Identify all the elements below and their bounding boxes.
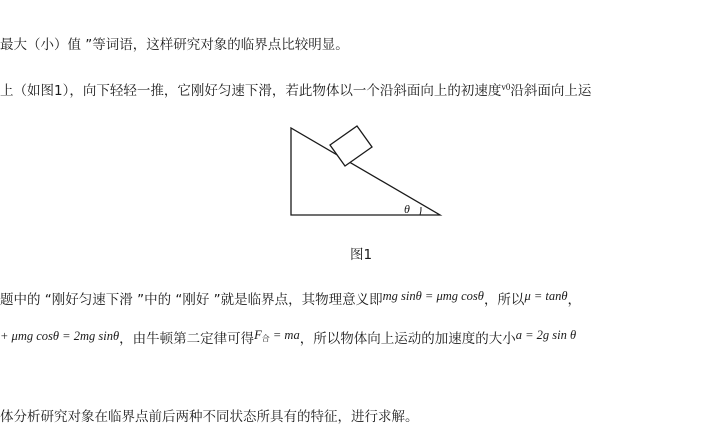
line-3-mid: ，所以 bbox=[483, 292, 525, 308]
incline-figure bbox=[285, 118, 445, 222]
text-line-2 bbox=[0, 77, 591, 101]
text-line-1 bbox=[0, 35, 349, 55]
angle-arc bbox=[420, 207, 421, 215]
line-2-text: 上（如图1），向下轻轻一推，它刚好匀速下滑，若此物体以一个沿斜面向上的初速度 bbox=[0, 83, 502, 99]
net-force-symbol: F bbox=[254, 328, 262, 342]
equilibrium-equation: mg sinθ = μmg cosθ bbox=[382, 289, 484, 303]
angle-label: θ bbox=[404, 202, 410, 216]
initial-velocity-symbol: v0 bbox=[501, 82, 511, 92]
line-4-mid-2: ，所以物体向上运动的加速度的大小 bbox=[299, 331, 516, 347]
friction-coefficient-equation: μ = tanθ bbox=[524, 289, 568, 303]
net-force-subscript: 合 bbox=[261, 334, 270, 343]
net-force-rest: = ma bbox=[269, 328, 300, 342]
figure-caption: 图1 bbox=[350, 247, 373, 263]
line-3-tail: ， bbox=[567, 292, 582, 308]
line-3-text: 题中的 “刚好匀速下滑 ”中的 “刚好 ”就是临界点，其物理意义即 bbox=[0, 292, 383, 308]
text-line-3 bbox=[0, 286, 581, 310]
block-on-incline bbox=[330, 126, 372, 166]
acceleration-equation: a = 2g sin θ bbox=[515, 328, 577, 342]
line-2-tail: 沿斜面向上运 bbox=[510, 83, 592, 99]
line-1-text: 最大（小）值 ”等词语，这样研究对象的临界点比较明显。 bbox=[0, 37, 349, 53]
force-sum-equation: + μmg cosθ = 2mg sinθ bbox=[0, 329, 120, 343]
line-5-text: 体分析研究对象在临界点前后两种不同状态所具有的特征，进行求解。 bbox=[0, 409, 419, 425]
newton-second-law-equation bbox=[254, 328, 300, 342]
text-line-5 bbox=[0, 407, 419, 427]
line-4-mid: ，由牛顿第二定律可得 bbox=[119, 331, 255, 347]
incline-diagram bbox=[285, 118, 445, 218]
text-line-4 bbox=[0, 325, 576, 349]
